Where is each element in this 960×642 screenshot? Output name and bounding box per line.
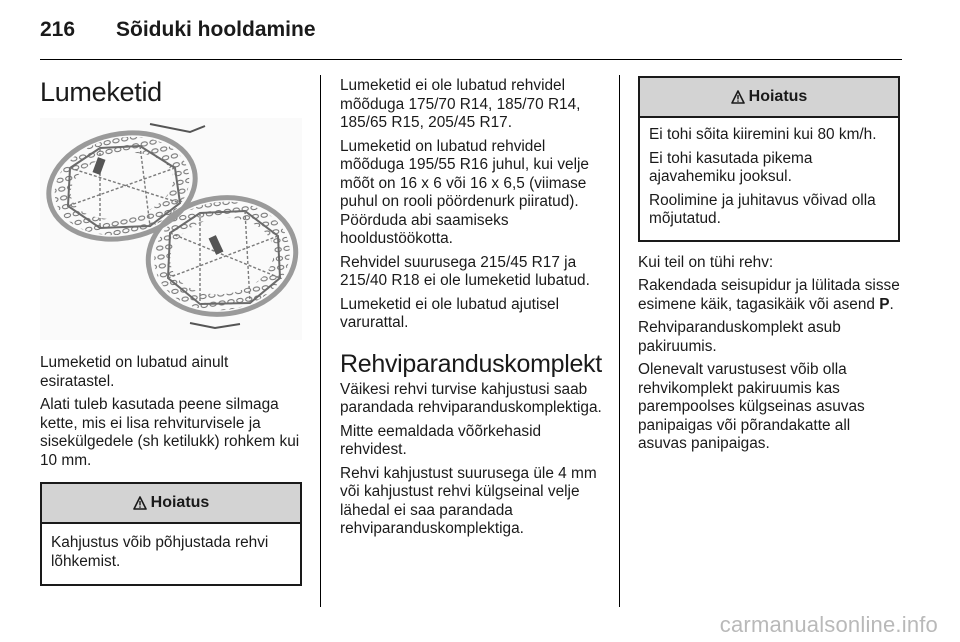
page-number: 216 <box>40 18 76 41</box>
warning-text: Ei tohi sõita kiiremini kui 80 km/h. <box>649 126 877 143</box>
text-paragraph <box>638 277 900 314</box>
text-paragraph: Lumeketid on lubatud ainult esiratastel. <box>40 354 229 390</box>
text-paragraph: Väikesi rehvi turvise kahjustusi saab parandada rehviparanduskomplektiga. <box>340 380 602 416</box>
warning-text: Kahjustus võib põhjustada rehvi lõhkemist. <box>51 534 269 570</box>
snow-chain-illustration <box>40 118 302 340</box>
warning-triangle-icon <box>133 496 147 510</box>
right-column <box>638 76 900 459</box>
text-paragraph: Rehviparanduskomplekt asub pakiruumis. <box>638 319 841 355</box>
snow-chain-icon <box>40 118 302 340</box>
column-divider <box>320 75 321 607</box>
warning-box <box>638 76 900 242</box>
left-column <box>40 76 302 586</box>
text-paragraph: Lumeketid on lubatud rehvidel mõõduga 195/55 R16 juhul, kui velje mõõt on 16 x 6 või 16 x 6,5 (viimase puhul on rooli pöördenurk piiratud). Pöörduda abi saamiseks hooldustöökotta. <box>340 137 589 247</box>
running-title: Sõiduki hooldamine <box>116 18 316 41</box>
warning-header <box>42 484 300 524</box>
warning-box <box>40 482 302 586</box>
gear-position-p: P <box>879 295 890 313</box>
text-paragraph: Alati tuleb kasutada peene silmaga kette, mis ei lisa rehviturvisele ja sisekülgedele (sh ketilukk) rohkem kui 10 mm. <box>40 396 300 469</box>
text-paragraph: Olenevalt varustusest võib olla rehvikomplekt pakiruumis kas parempoolses külgseinas asuvas panipaigas või põrandakatte all asuvas panipaigas. <box>638 361 865 452</box>
header-rule <box>40 59 902 60</box>
warning-title: Hoiatus <box>150 493 210 511</box>
section-heading-snow-chains: Lumeketid <box>40 77 162 107</box>
text-paragraph: Kui teil on tühi rehv: <box>638 253 774 271</box>
text-run: Rakendada seisupidur ja lülitada sisse esimene käik, tagasikäik või asend <box>638 277 900 313</box>
watermark: carmanualsonline.info <box>719 612 938 637</box>
section-heading-tyre-repair-kit: Rehviparanduskomplekt <box>340 349 602 378</box>
text-paragraph: Rehvidel suurusega 215/45 R17 ja 215/40 R18 ei ole lumeketid lubatud. <box>340 253 590 289</box>
warning-header <box>640 78 898 118</box>
warning-triangle-icon <box>731 90 745 104</box>
warning-text: Roolimine ja juhitavus võivad olla mõjutatud. <box>649 191 876 227</box>
text-paragraph: Mitte eemaldada võõrkehasid rehvidest. <box>340 422 542 458</box>
text-run: . <box>889 295 894 313</box>
warning-text: Ei tohi kasutada pikema ajavahemiku jooksul. <box>649 149 813 185</box>
text-paragraph: Lumeketid ei ole lubatud rehvidel mõõduga 175/70 R14, 185/70 R14, 185/65 R15, 205/45 R17. <box>340 77 581 131</box>
text-paragraph: Rehvi kahjustust suurusega üle 4 mm või kahjustust rehvi külgseinal velje lähedal ei saa parandada rehviparanduskomplektiga. <box>340 464 597 537</box>
column-divider <box>619 75 620 607</box>
warning-title: Hoiatus <box>748 87 808 105</box>
middle-column <box>340 77 605 544</box>
text-paragraph: Lumeketid ei ole lubatud ajutisel varurattal. <box>340 295 560 331</box>
